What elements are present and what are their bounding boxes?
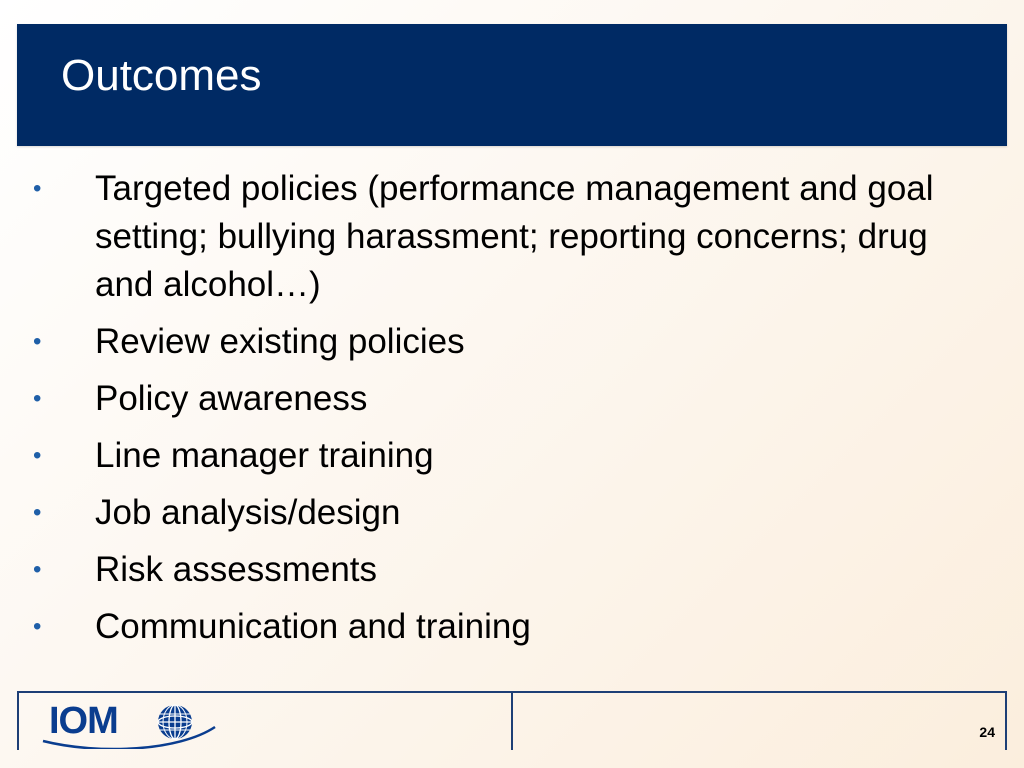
bullet-list xyxy=(0,165,1024,660)
bullet-text: Risk assessments xyxy=(95,550,378,589)
iom-logo xyxy=(39,697,239,749)
bullet-text: Job analysis/design xyxy=(95,493,401,532)
bullet-text: Policy awareness xyxy=(95,379,368,418)
footer-divider-right xyxy=(1005,691,1007,750)
bullet-item xyxy=(0,165,1024,309)
page-number: 24 xyxy=(979,724,995,740)
footer-divider-middle xyxy=(511,691,513,750)
logo-text: IOM xyxy=(49,700,118,742)
bullet-item xyxy=(0,489,1024,537)
footer-divider-left xyxy=(17,691,19,750)
bullet-text: Communication and training xyxy=(95,607,531,646)
slide-title: Outcomes xyxy=(61,51,262,100)
bullet-text: Targeted policies (performance management and goal setting; bullying harassment; reporting concerns; drug and alcohol…) xyxy=(95,169,934,304)
bullet-icon: • xyxy=(33,175,42,202)
globe-icon xyxy=(155,702,195,742)
bullet-icon: • xyxy=(33,613,42,640)
bullet-item xyxy=(0,318,1024,366)
bullet-text: Review existing policies xyxy=(95,322,465,361)
bullet-item xyxy=(0,375,1024,423)
title-bar xyxy=(17,24,1007,146)
bullet-icon: • xyxy=(33,385,42,412)
bullet-text: Line manager training xyxy=(95,436,434,475)
footer xyxy=(17,691,1007,750)
bullet-item xyxy=(0,546,1024,594)
bullet-icon: • xyxy=(33,556,42,583)
bullet-item xyxy=(0,432,1024,480)
bullet-icon: • xyxy=(33,499,42,526)
bullet-icon: • xyxy=(33,442,42,469)
bullet-icon: • xyxy=(33,328,42,355)
bullet-item xyxy=(0,603,1024,651)
